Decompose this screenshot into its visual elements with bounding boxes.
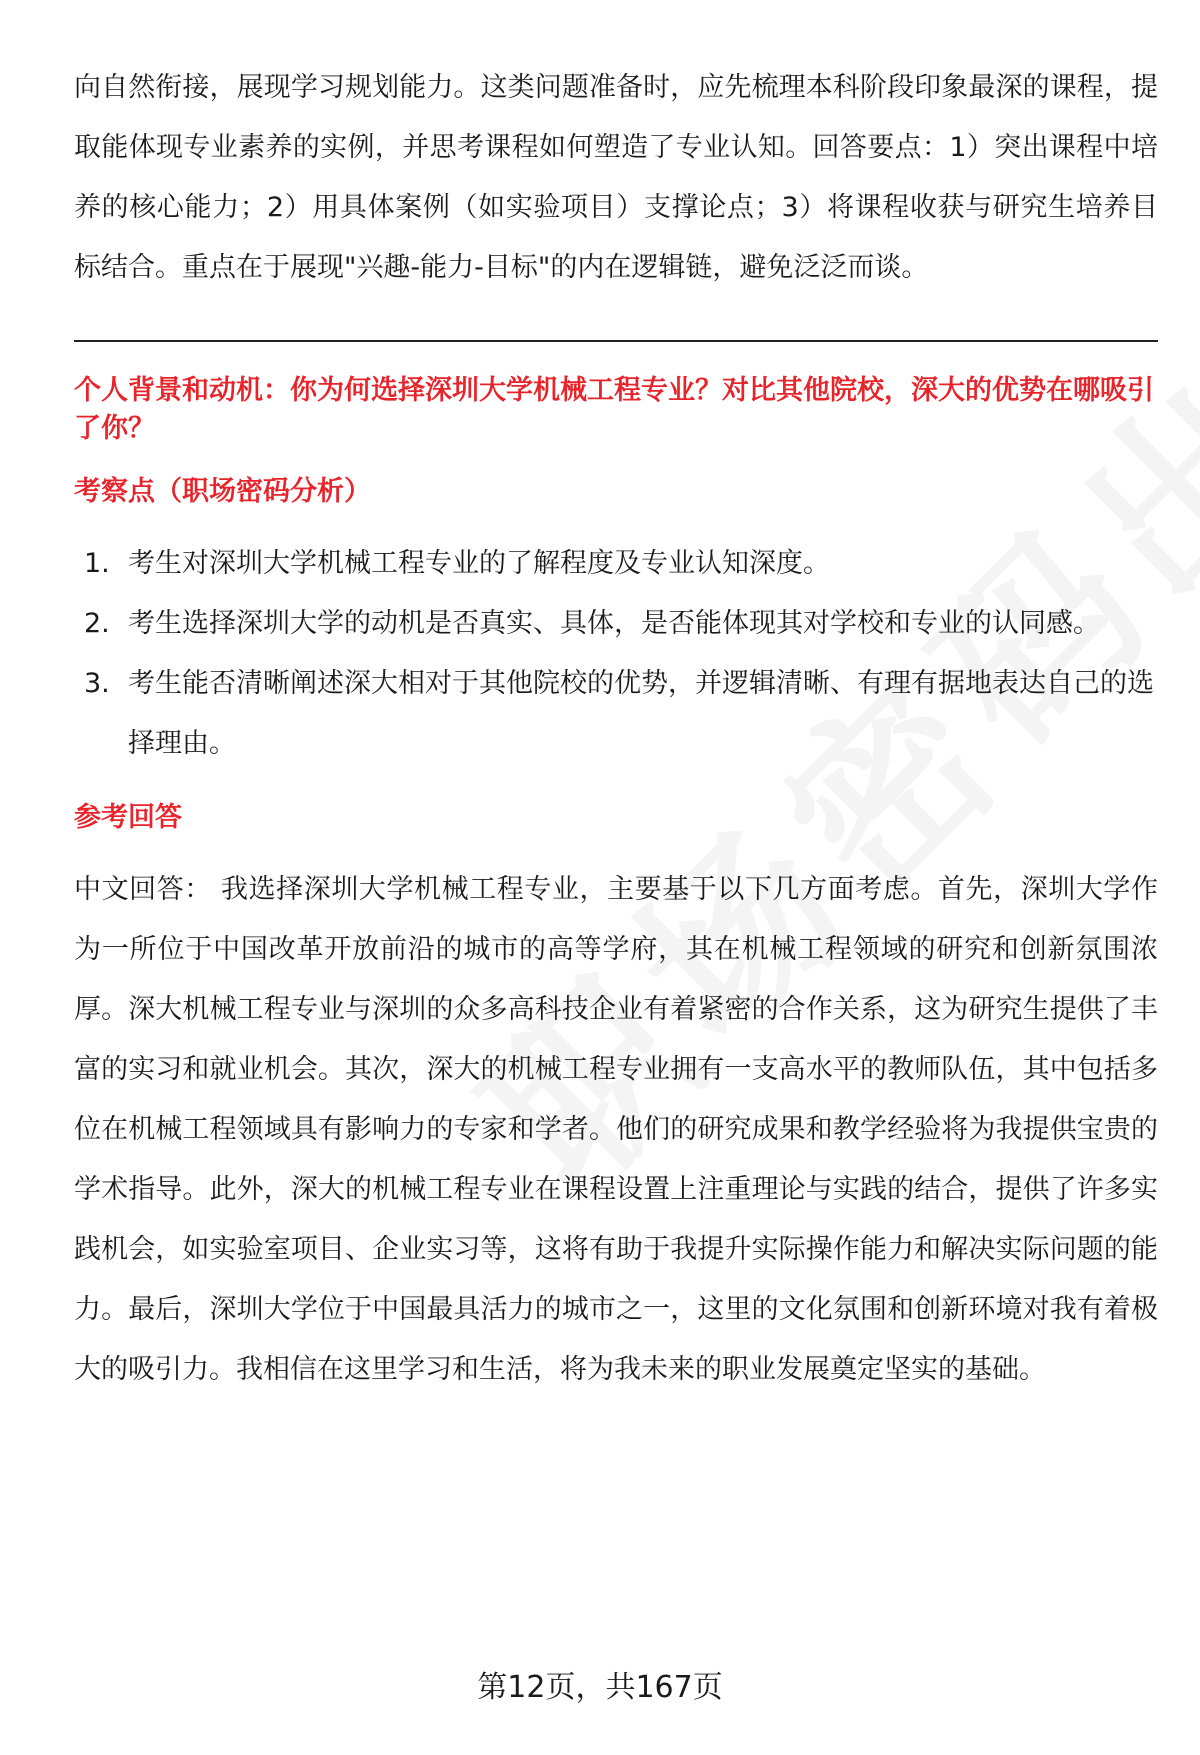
section-divider (74, 340, 1158, 342)
list-item (74, 594, 1158, 654)
reference-title: 参考回答 (74, 802, 182, 833)
list-item-text: 考生能否清晰阐述深大相对于其他院校的优势，并逻辑清晰、有理有据地表达自己的选择理由。 (128, 668, 1154, 759)
list-item (74, 534, 1158, 594)
page-content (74, 58, 1158, 1400)
assessment-title: 考察点（职场密码分析） (74, 476, 371, 507)
question-heading: 个人背景和动机：你为何选择深圳大学机械工程专业？对比其他院校，深大的优势在哪吸引了你？ (74, 375, 1154, 444)
assessment-list (74, 534, 1158, 774)
list-item-number: 1. (84, 548, 110, 579)
list-item-text: 考生选择深圳大学的动机是否真实、具体，是否能体现其对学校和专业的认同感。 (128, 608, 1100, 639)
list-item-number: 2. (84, 608, 110, 639)
reference-answer: 中文回答： 我选择深圳大学机械工程专业，主要基于以下几方面考虑。首先，深圳大学作为一所位于中国改革开放前沿的城市的高等学府，其在机械工程领域的研究和创新氛围浓厚。深大机械工程专业与深圳的众多高科技企业有着紧密的合作关系，这为研究生提供了丰富的实习和就业机会。其次，深大的机械工程专业拥有一支高水平的教师队伍，其中包括多位在机械工程领域具有影响力的专家和学者。他们的研究成果和教学经验将为我提供宝贵的学术指导。此外，深大的机械工程专业在课程设置上注重理论与实践的结合，提供了许多实践机会，如实验室项目、企业实习等，这将有助于我提升实际操作能力和解决实际问题的能力。最后，深圳大学位于中国最具活力的城市之一，这里的文化氛围和创新环境对我有着极大的吸引力。我相信在这里学习和生活，将为我未来的职业发展奠定坚实的基础。 (74, 874, 1158, 1385)
list-item-number: 3. (84, 668, 110, 699)
intro-paragraph: 向自然衔接，展现学习规划能力。这类问题准备时，应先梳理本科阶段印象最深的课程，提取能体现专业素养的实例，并思考课程如何塑造了专业认知。回答要点：1）突出课程中培养的核心能力；2）用具体案例（如实验项目）支撑论点；3）将课程收获与研究生培养目标结合。重点在于展现"兴趣-能力-目标"的内在逻辑链，避免泛泛而谈。 (74, 72, 1158, 283)
list-item (74, 654, 1158, 774)
list-item-text: 考生对深圳大学机械工程专业的了解程度及专业认知深度。 (128, 548, 830, 579)
page-number: 第12页，共167页 (477, 1670, 723, 1705)
